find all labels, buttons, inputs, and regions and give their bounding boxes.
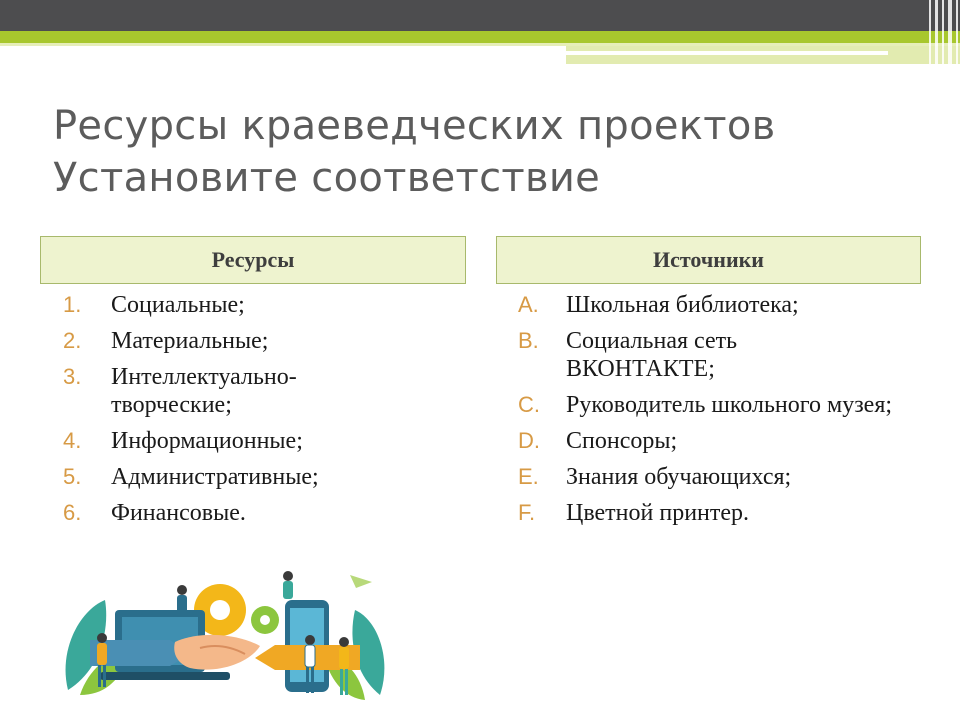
list-item xyxy=(518,463,918,491)
list-item xyxy=(63,327,463,355)
list-marker: A. xyxy=(518,292,539,317)
list-text: Социальная сеть ВКОНТАКТЕ; xyxy=(566,328,738,382)
list-marker: D. xyxy=(518,428,540,453)
list-text: Материальные; xyxy=(111,328,269,354)
list-item xyxy=(63,499,463,527)
resources-header: Ресурсы xyxy=(40,236,466,284)
handshake-illustration xyxy=(60,570,390,715)
top-green-bar xyxy=(0,31,960,43)
list-text: Информационные; xyxy=(111,428,303,454)
resources-list xyxy=(63,291,463,535)
corner-stripes xyxy=(925,0,960,66)
list-marker: F. xyxy=(518,500,536,525)
person-icon xyxy=(177,585,187,613)
list-marker: 5. xyxy=(63,464,82,489)
sources-list xyxy=(518,291,918,535)
list-item xyxy=(518,391,906,419)
list-item xyxy=(518,291,918,319)
list-text: Руководитель школьного музея; xyxy=(566,392,893,418)
handshake-icon xyxy=(174,635,260,670)
list-text: Социальные; xyxy=(111,292,245,318)
sources-header: Источники xyxy=(496,236,921,284)
person-icon xyxy=(283,571,293,599)
list-item xyxy=(63,463,463,491)
list-item xyxy=(518,327,806,383)
list-marker: 1. xyxy=(63,292,82,317)
list-text: Интеллектуально-творческие; xyxy=(111,364,297,418)
list-marker: E. xyxy=(518,464,539,489)
slide-title-line1: Ресурсы краеведческих проектов xyxy=(53,103,776,149)
paper-plane-icon xyxy=(350,575,372,588)
list-marker: 3. xyxy=(63,364,82,389)
top-dark-bar xyxy=(0,0,960,31)
list-item xyxy=(63,291,463,319)
list-item xyxy=(63,363,371,419)
list-marker: 6. xyxy=(63,500,82,525)
list-item xyxy=(63,427,463,455)
list-text: Цветной принтер. xyxy=(566,500,750,526)
list-marker: 4. xyxy=(63,428,82,453)
top-accent-line xyxy=(566,51,888,55)
slide-title-line2: Установите соответствие xyxy=(53,155,601,201)
slide-title xyxy=(53,100,913,204)
list-text: Школьная библиотека; xyxy=(566,292,799,318)
list-marker: C. xyxy=(518,392,540,417)
list-text: Финансовые. xyxy=(111,500,246,526)
list-marker: B. xyxy=(518,328,539,353)
list-item xyxy=(518,499,918,527)
list-marker: 2. xyxy=(63,328,82,353)
list-item xyxy=(518,427,918,455)
list-text: Административные; xyxy=(111,464,319,490)
list-text: Знания обучающихся; xyxy=(566,464,792,490)
top-accent-strip xyxy=(566,46,960,64)
list-text: Спонсоры; xyxy=(566,428,678,454)
